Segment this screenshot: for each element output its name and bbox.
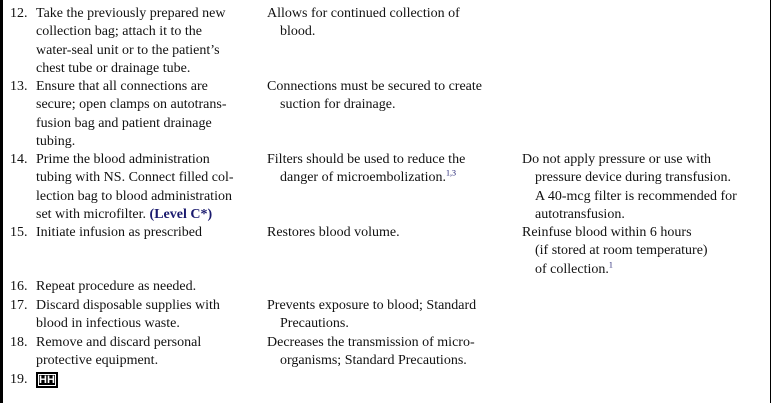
step-number: 13. [10, 79, 28, 94]
action-text: lection bag to blood administration [36, 188, 232, 204]
rationale-line [267, 96, 517, 114]
rationale-line [267, 297, 517, 315]
action-line [36, 151, 261, 169]
action-text: blood in infectious waste. [36, 316, 180, 332]
step-action [36, 278, 261, 296]
step-number: 15. [10, 225, 28, 240]
action-line [36, 133, 261, 151]
rationale-line [267, 5, 517, 23]
step-rationale [267, 5, 517, 42]
reference-superscript: 1,3 [446, 168, 456, 178]
rationale-text: Decreases the transmission of micro- [267, 335, 475, 350]
step-number: 18. [10, 335, 28, 350]
step-action [36, 5, 261, 78]
step-note [522, 224, 771, 279]
action-text: water-seal unit or to the patient’s [36, 42, 220, 58]
rationale-text: Allows for continued collection of [267, 6, 460, 21]
action-text: chest tube or drainage tube. [36, 60, 191, 76]
action-text: set with microfilter. [36, 206, 147, 222]
step-action [36, 224, 261, 242]
rationale-text: Precautions. [280, 316, 349, 332]
step-action [36, 371, 261, 389]
rationale-text: organisms; Standard Precautions. [280, 353, 467, 369]
action-text: collection bag; attach it to the [36, 24, 202, 40]
action-text: tubing. [36, 133, 76, 149]
action-line [36, 5, 261, 23]
rationale-text: danger of microembolization. [280, 170, 446, 186]
note-line [522, 188, 771, 206]
action-line [36, 334, 261, 352]
rationale-line [267, 169, 517, 187]
action-line [36, 169, 261, 187]
action-line [36, 188, 261, 206]
note-text: of collection. [535, 261, 609, 277]
action-line [36, 60, 261, 78]
step-number: 17. [10, 298, 28, 313]
action-line [36, 206, 261, 224]
note-line [522, 242, 771, 260]
step-action [36, 297, 261, 334]
rationale-line [267, 224, 517, 242]
action-line [36, 115, 261, 133]
note-text: (if stored at room temperature) [535, 243, 708, 259]
note-text: Do not apply pressure or use with [522, 152, 711, 167]
step-number: 19. [10, 372, 28, 387]
step-rationale [267, 334, 517, 371]
step-note [522, 151, 771, 224]
action-text: Prime the blood administration [36, 152, 210, 167]
step-rationale [267, 297, 517, 334]
action-line [36, 23, 261, 41]
note-text: pressure device during transfusion. [535, 170, 731, 186]
action-text: Remove and discard personal [36, 335, 202, 350]
rationale-line [267, 334, 517, 352]
step-action [36, 78, 261, 151]
rationale-text: suction for drainage. [280, 97, 396, 113]
rationale-line [267, 151, 517, 169]
step-action [36, 151, 261, 224]
step-number: 12. [10, 6, 28, 21]
rationale-line [267, 315, 517, 333]
rationale-text: Filters should be used to reduce the [267, 152, 466, 167]
rationale-text: Prevents exposure to blood; Standard [267, 298, 477, 313]
note-line [522, 151, 771, 169]
action-text: tubing with NS. Connect filled col- [36, 170, 234, 186]
action-line [36, 315, 261, 333]
rationale-text: blood. [280, 24, 316, 40]
step-number: 14. [10, 152, 28, 167]
rationale-text: Restores blood volume. [267, 225, 400, 240]
note-line [522, 261, 771, 279]
action-line [36, 278, 261, 296]
step-action [36, 334, 261, 371]
action-text: Repeat procedure as needed. [36, 279, 197, 294]
note-text: Reinfuse blood within 6 hours [522, 225, 692, 240]
rationale-line [267, 23, 517, 41]
evidence-level: (Level C*) [149, 206, 213, 222]
step-rationale [267, 78, 517, 115]
note-text: autotransfusion. [535, 206, 625, 222]
action-text: Take the previously prepared new [36, 6, 226, 21]
step-number: 16. [10, 279, 28, 294]
action-text: secure; open clamps on autotrans- [36, 97, 227, 113]
action-line [36, 224, 261, 242]
action-text: protective equipment. [36, 353, 159, 369]
note-line [522, 206, 771, 224]
rationale-line [267, 78, 517, 96]
action-line [36, 352, 261, 370]
step-rationale [267, 151, 517, 188]
rationale-line [267, 352, 517, 370]
action-line [36, 96, 261, 114]
action-line [36, 42, 261, 60]
action-line [36, 78, 261, 96]
action-text: fusion bag and patient drainage [36, 115, 212, 131]
action-text: Discard disposable supplies with [36, 298, 220, 313]
action-text: Initiate infusion as prescribed [36, 225, 203, 240]
note-text: A 40-mcg filter is recommended for [535, 188, 737, 204]
reference-superscript: 1 [608, 259, 613, 269]
note-line [522, 224, 771, 242]
note-line [522, 169, 771, 187]
step-rationale [267, 224, 517, 242]
action-text: Ensure that all connections are [36, 79, 208, 94]
action-line [36, 297, 261, 315]
hand-hygiene-icon: HH [36, 372, 58, 388]
rationale-text: Connections must be secured to create [267, 79, 482, 94]
left-border [0, 0, 3, 403]
